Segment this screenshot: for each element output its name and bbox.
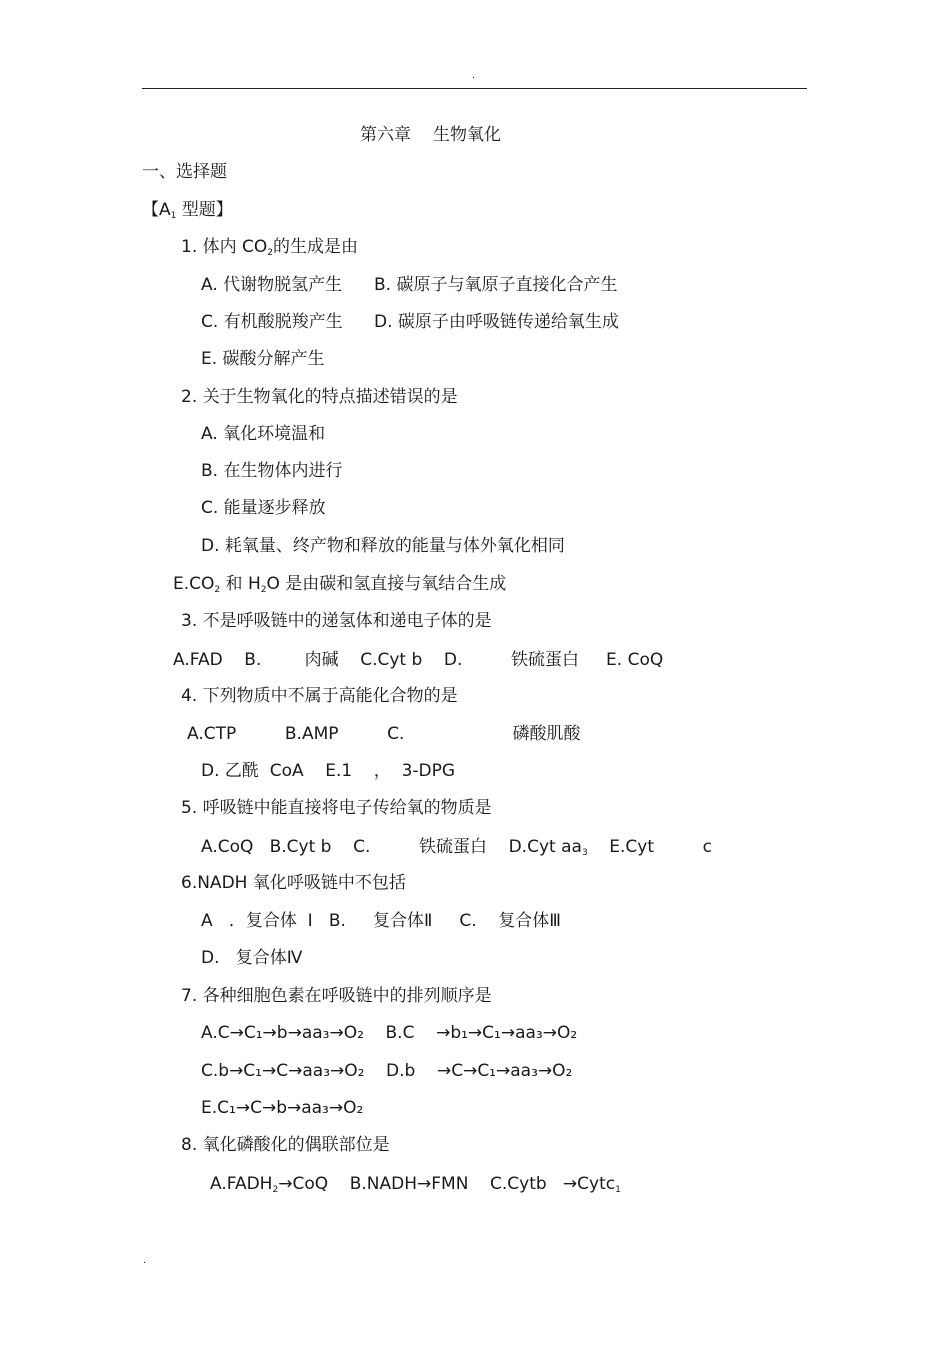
header-rule: [142, 88, 807, 89]
q2-e-sub2: 2: [260, 585, 267, 595]
q6-options-row2: D. 复合体Ⅳ: [201, 948, 303, 968]
q5-options: [201, 836, 712, 864]
chapter-number: 第六章: [360, 125, 411, 145]
q5-opts-sub: 3: [581, 848, 588, 858]
q2-stem: 2. 关于生物氧化的特点描述错误的是: [181, 387, 458, 407]
q6-options-row1: A ．复合体 Ⅰ B. 复合体Ⅱ C. 复合体Ⅲ: [201, 911, 561, 931]
q1-stem-b: 的生成是由: [273, 237, 359, 257]
section-title: 一、选择题: [142, 162, 227, 182]
type-sub: 1: [170, 211, 177, 221]
q8-opts-sub1: 2: [272, 1185, 279, 1195]
q1-option-b: B. 碳原子与氧原子直接化合产生: [374, 275, 618, 295]
q8-stem: 8. 氧化磷酸化的偶联部位是: [181, 1135, 390, 1155]
q2-option-d: D. 耗氧量、终产物和释放的能量与体外氧化相同: [201, 536, 565, 556]
chapter-name: 生物氧化: [433, 125, 501, 145]
q1-option-c: C. 有机酸脱羧产生: [201, 312, 343, 332]
q4-options-row1: A.CTP B.AMP C. 磷酸肌酸: [187, 724, 581, 744]
q7-option-e: E.C₁→C→b→aa₃→O₂: [201, 1098, 364, 1118]
q7-options-ab: A.C→C₁→b→aa₃→O₂ B.C →b₁→C₁→aa₃→O₂: [201, 1023, 578, 1043]
q1-stem: [181, 236, 358, 264]
q1-option-a: A. 代谢物脱氢产生: [201, 275, 343, 295]
type-close: 型题】: [176, 200, 233, 220]
chapter-title: [360, 124, 523, 146]
q5-opts-a: A.CoQ B.Cyt b C. 铁硫蛋白 D.Cyt aa: [201, 837, 582, 857]
question-type-label: [142, 199, 233, 227]
q2-option-c: C. 能量逐步释放: [201, 498, 326, 518]
q6-stem: 6.NADH 氧化呼吸链中不包括: [181, 873, 406, 893]
q2-option-a: A. 氧化环境温和: [201, 424, 326, 444]
q1-option-e: E. 碳酸分解产生: [201, 349, 325, 369]
q1-stem-sub: 2: [267, 248, 274, 258]
q4-options-row2: D. 乙酰 CoA E.1 ， 3-DPG: [201, 761, 456, 781]
q5-stem: 5. 呼吸链中能直接将电子传给氧的物质是: [181, 798, 492, 818]
q8-opts-b: →CoQ B.NADH→FMN C.Cytb →Cytc: [278, 1174, 616, 1194]
q1-stem-a: 1. 体内 CO: [181, 237, 268, 257]
q8-opts-sub2: 1: [615, 1185, 621, 1195]
footer-dot: .: [143, 1255, 147, 1266]
q2-option-b: B. 在生物体内进行: [201, 461, 343, 481]
q2-option-e: [173, 573, 506, 601]
q8-opts-a: A.FADH: [210, 1174, 273, 1194]
q4-stem: 4. 下列物质中不属于高能化合物的是: [181, 686, 458, 706]
q3-options: A.FAD B. 肉碱 C.Cyt b D. 铁硫蛋白 E. CoQ: [173, 650, 664, 670]
q7-options-cd: C.b→C₁→C→aa₃→O₂ D.b →C→C₁→aa₃→O₂: [201, 1061, 573, 1081]
header-dot: .: [472, 70, 476, 81]
type-open: 【A: [142, 200, 171, 220]
q2-e-c: O 是由碳和氢直接与氧结合生成: [266, 574, 507, 594]
q7-stem: 7. 各种细胞色素在呼吸链中的排列顺序是: [181, 986, 492, 1006]
q1-option-d: D. 碳原子由呼吸链传递给氧生成: [374, 312, 619, 332]
q2-e-a: E.CO: [173, 574, 215, 594]
q8-options: [210, 1173, 621, 1201]
q5-opts-b: E.Cyt c: [587, 837, 713, 857]
q2-e-b: 和 H: [220, 574, 261, 594]
q2-e-sub1: 2: [214, 585, 221, 595]
q3-stem: 3. 不是呼吸链中的递氢体和递电子体的是: [181, 611, 492, 631]
